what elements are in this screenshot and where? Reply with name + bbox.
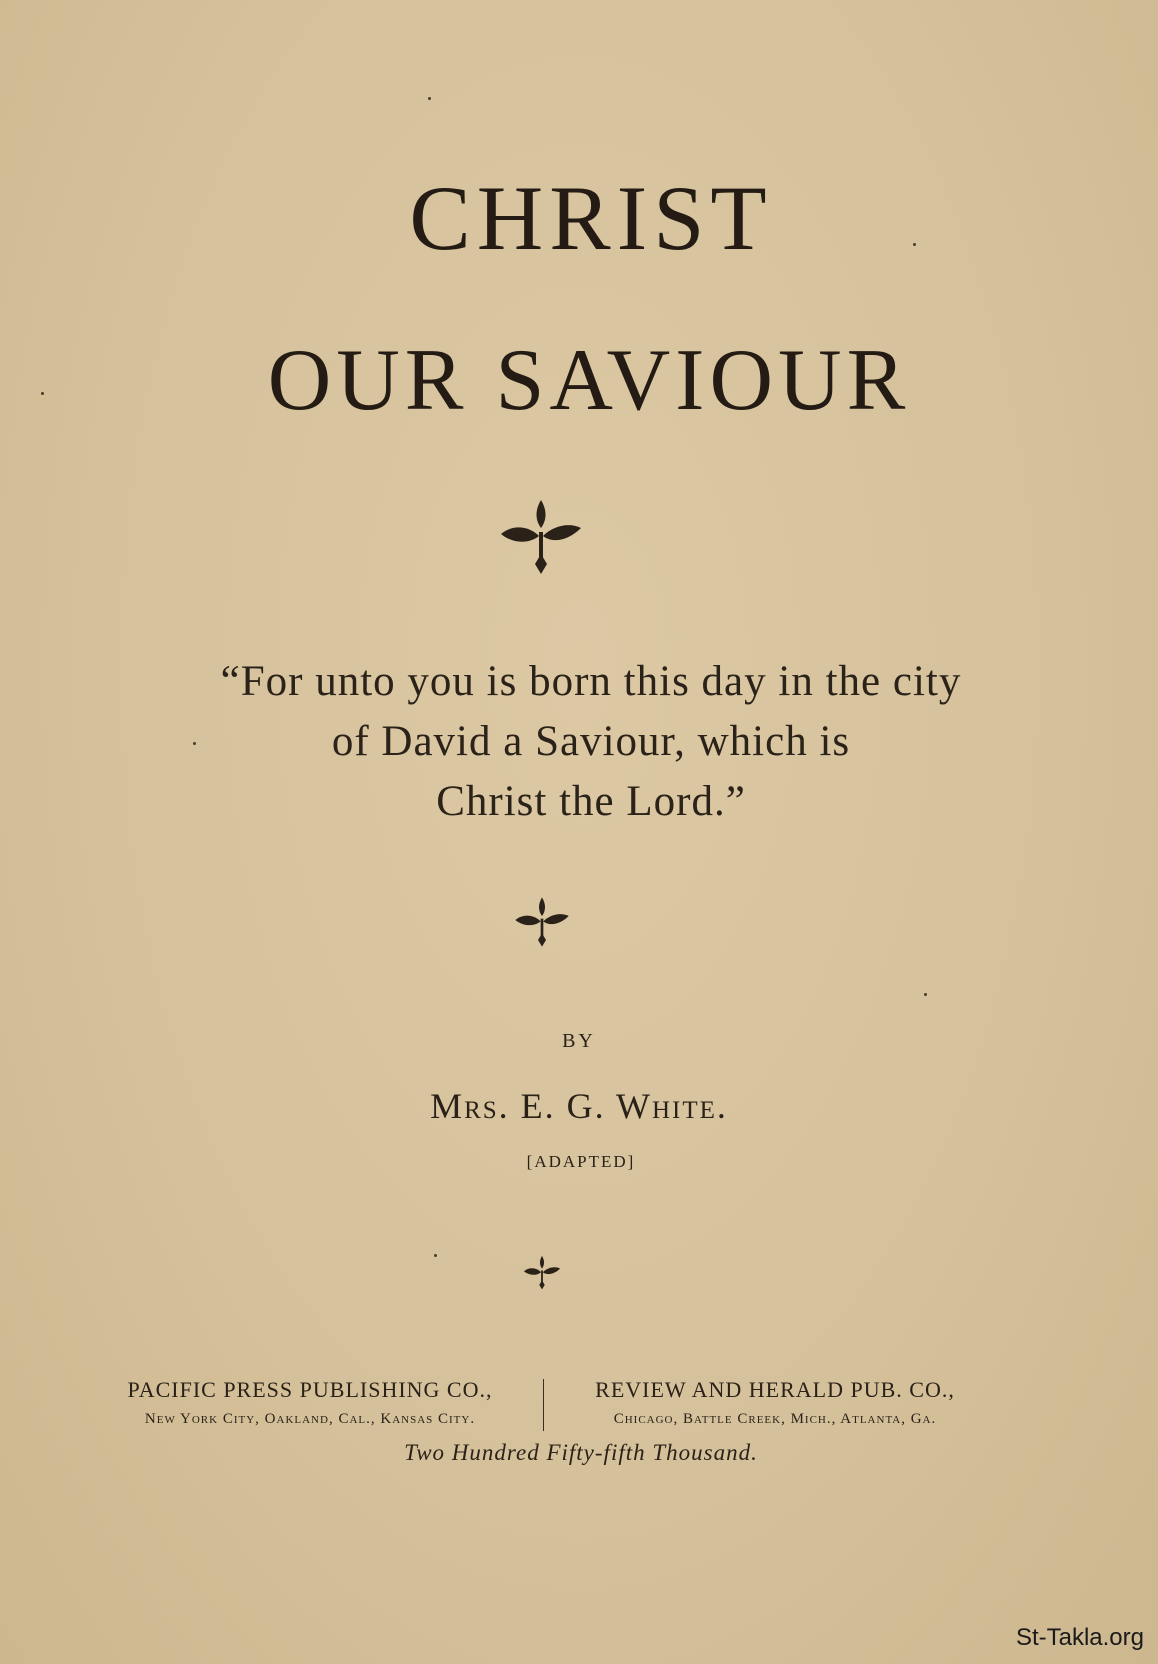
byline-by: BY bbox=[562, 1030, 596, 1052]
publisher-left-cities: New York City, Oakland, Cal., Kansas City. bbox=[144, 1411, 476, 1427]
paper-speck bbox=[924, 993, 927, 996]
adapted-note: [ADAPTED] bbox=[526, 1152, 636, 1171]
book-title-line-1: CHRIST bbox=[409, 167, 773, 269]
book-title-line-2: OUR SAVIOUR bbox=[267, 332, 911, 429]
publisher-right-name: REVIEW AND HERALD PUB. CO., bbox=[595, 1377, 955, 1402]
fleuron-ornament-icon bbox=[499, 498, 583, 582]
publisher-left bbox=[80, 1375, 540, 1433]
edition-note: Two Hundred Fifty-fifth Thousand. bbox=[404, 1440, 758, 1465]
publisher-right-cities: Chicago, Battle Creek, Mich., Atlanta, Ga. bbox=[613, 1411, 937, 1427]
author-name: Mrs. E. G. White. bbox=[430, 1086, 728, 1126]
publishers-block bbox=[0, 1375, 1158, 1435]
paper-speck bbox=[428, 97, 431, 100]
paper-speck bbox=[41, 392, 44, 395]
epigraph-line-1: “For unto you is born this day in the city bbox=[220, 658, 962, 705]
watermark: St-Takla.org bbox=[1015, 1624, 1144, 1651]
paper-speck bbox=[434, 1254, 437, 1257]
epigraph-line-3: Christ the Lord.” bbox=[436, 778, 746, 825]
publisher-right bbox=[555, 1375, 995, 1433]
publisher-divider bbox=[543, 1379, 544, 1431]
paper-speck bbox=[193, 742, 196, 745]
publisher-left-name: PACIFIC PRESS PUBLISHING CO., bbox=[127, 1377, 493, 1402]
paper-speck bbox=[913, 243, 916, 246]
epigraph-line-2: of David a Saviour, which is bbox=[331, 718, 851, 765]
fleuron-ornament-icon bbox=[523, 1255, 561, 1293]
fleuron-ornament-icon bbox=[514, 896, 570, 952]
